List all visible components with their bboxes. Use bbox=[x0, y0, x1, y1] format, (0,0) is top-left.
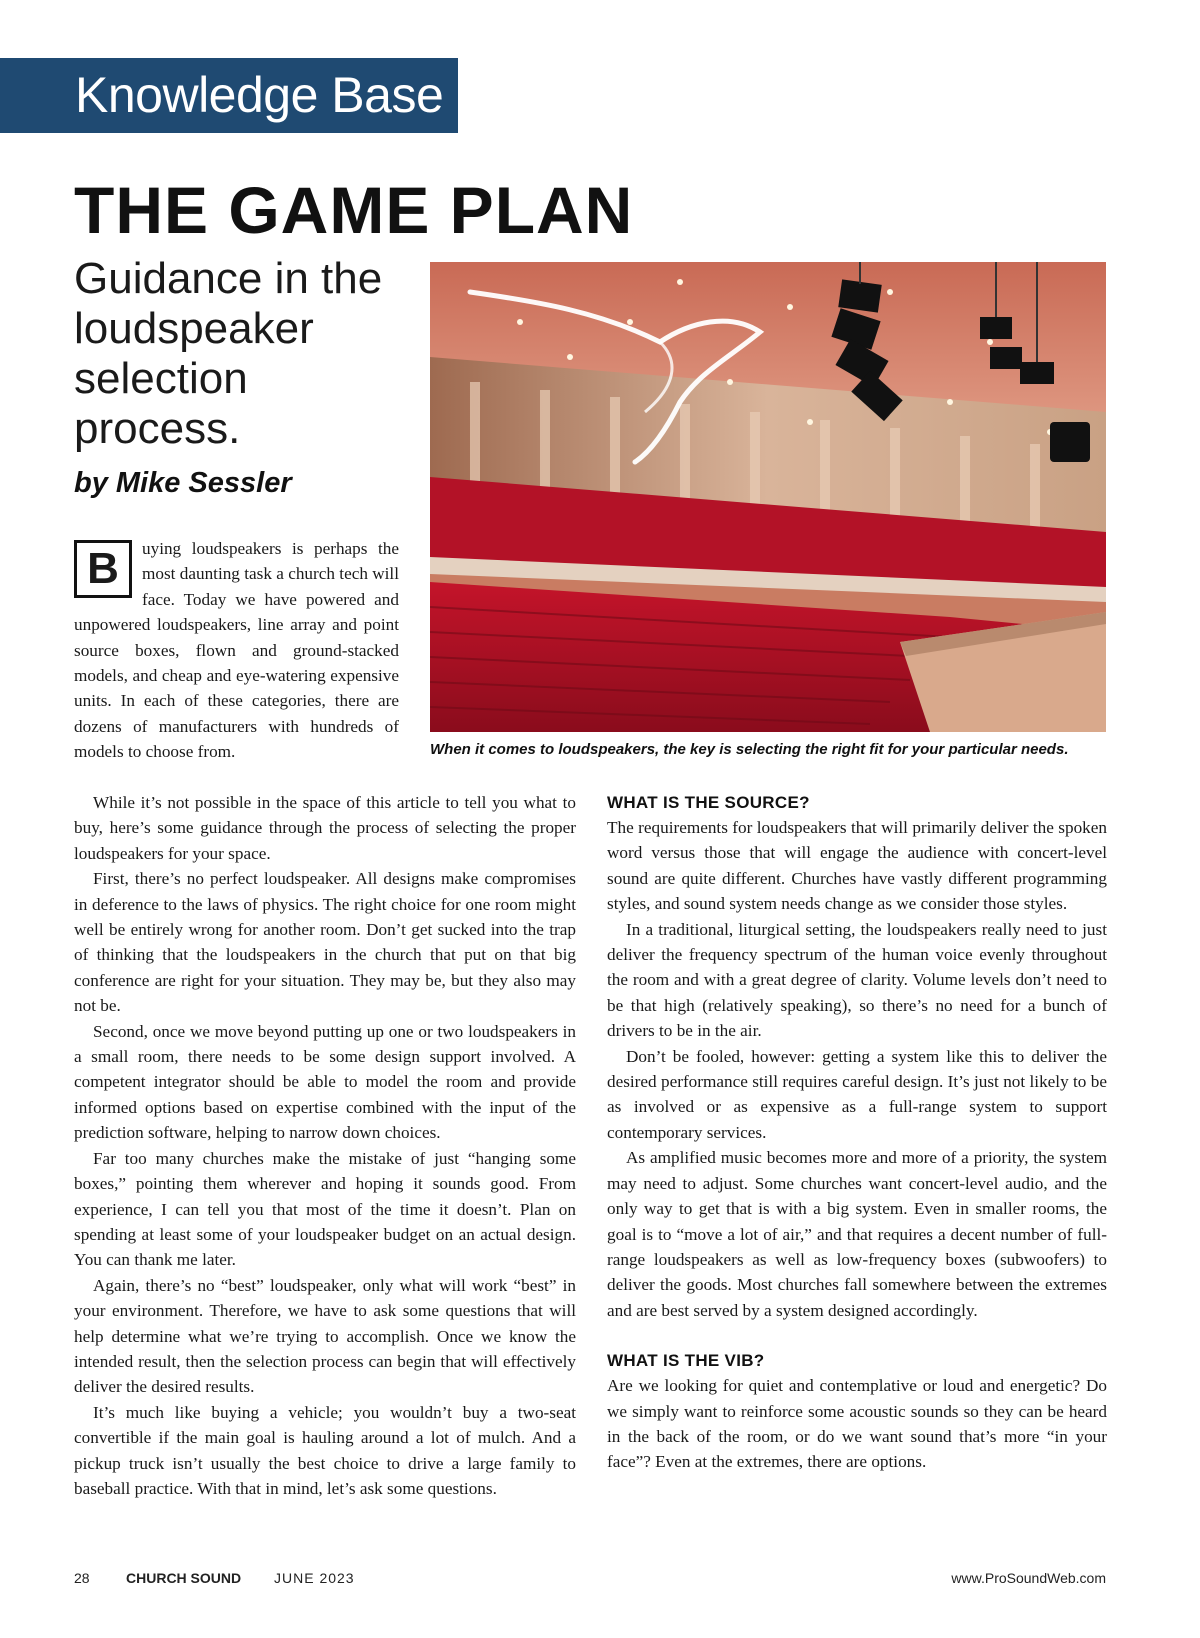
deck: Guidance in the loudspeaker selection process. bbox=[74, 254, 383, 453]
auditorium-photo bbox=[430, 262, 1106, 732]
body-paragraph: While it’s not possible in the space of this article to tell you what to buy, here’s some guidance through the process of selecting the proper loudspeakers for your space. bbox=[74, 793, 576, 863]
lead-paragraph: uying loudspeakers is perhaps the most daunting task a church tech will face. Today we have powered and unpowered loudspeakers, line array and point source boxes, flown and ground-stacked models, and cheap and eye-watering expensive units. In each of these categories, there are dozens of manufacturers with hundreds of models to choose from. bbox=[74, 539, 399, 762]
drop-cap: B bbox=[74, 540, 132, 598]
body-paragraph: Second, once we move beyond putting up one or two loudspeakers in a small room, there needs to be some design support involved. A competent integrator should be able to model the room and provide informed options based on expertise combined with the input of the prediction software, helping to narrow down choices. bbox=[74, 1021, 576, 1143]
byline: by Mike Sessler bbox=[74, 467, 292, 499]
body-paragraph: Don’t be fooled, however: getting a system like this to deliver the desired performance still requires careful design. It’s just not likely to be as involved or as expensive as a full-range system to support contemporary services. bbox=[607, 1046, 1107, 1142]
body-paragraph: First, there’s no perfect loudspeaker. All designs make compromises in deference to the laws of physics. The right choice for one room might well be entirely wrong for another room. Don’t get sucked into the trap of thinking that the loudspeakers in the church that put on that big conference are right for your situation. They may be, but they also may not be. bbox=[74, 869, 576, 1016]
subhead-vib: WHAT IS THE VIB? bbox=[607, 1351, 765, 1371]
body-paragraph: Far too many churches make the mistake of just “hanging some boxes,” pointing them wherever and hoping it sounds good. From experience, I can tell you that most of the time it doesn’t. Plan on spending at least some of your loudspeaker budget on an actual design. You can thank me later. bbox=[74, 1148, 576, 1270]
photo-caption: When it comes to loudspeakers, the key is selecting the right fit for your particular needs. bbox=[430, 741, 1069, 758]
section-banner: Knowledge Base bbox=[0, 58, 458, 133]
article-lead bbox=[74, 536, 399, 765]
page-footer bbox=[74, 1570, 1106, 1594]
auditorium-illustration bbox=[430, 262, 1106, 732]
subhead-source: WHAT IS THE SOURCE? bbox=[607, 793, 810, 812]
body-paragraph: The requirements for loudspeakers that will primarily deliver the spoken word versus those that will engage the audience with concert-level sound are quite different. Churches have vastly different programming styles, and sound system needs change as we consider those styles. bbox=[607, 818, 1107, 914]
body-paragraph: It’s much like buying a vehicle; you wouldn’t buy a two-seat convertible if the main goal is hauling around a lot of mulch. And a pickup truck isn’t usually the best choice to drive a large family to baseball practice. With that in mind, let’s ask some questions. bbox=[74, 1402, 576, 1498]
body-paragraph: Are we looking for quiet and contemplative or loud and energetic? Do we simply want to reinforce some acoustic sounds so they can be heard in the back of the room, or do we want sound that’s more “in your face”? Even at the extremes, there are options. bbox=[607, 1376, 1107, 1472]
body-paragraph: In a traditional, liturgical setting, the loudspeakers really need to just deliver the frequency spectrum of the human voice evenly throughout the room and with a great degree of clarity. Volume levels don’t need to be that high (relatively speaking), so there’s no need for a bunch of drivers to be in the air. bbox=[607, 919, 1107, 1041]
magazine-name: CHURCH SOUND bbox=[126, 1570, 242, 1586]
body-paragraph: Again, there’s no “best” loudspeaker, only what will work “best” in your environment. Therefore, we have to ask some questions that will help determine what we’re trying to accomplish. Once we know the intended result, then the selection process can begin that will effectively deliver the desired results. bbox=[74, 1275, 576, 1397]
article-column-2 bbox=[607, 790, 1107, 1475]
website-url: www.ProSoundWeb.com bbox=[951, 1570, 1106, 1586]
body-paragraph: As amplified music becomes more and more of a priority, the system may need to adjust. Some churches want concert-level audio, and the only way to get that is with a big system. Even in smaller rooms, the goal is to “move a lot of air,” and that requires a decent number of full-range loudspeakers as well as low-frequency boxes (subwoofers) to deliver the goods. Most churches fall somewhere between the extremes and are best served by a system designed accordingly. bbox=[607, 1148, 1107, 1320]
headline: THE GAME PLAN bbox=[74, 173, 634, 247]
issue-date: JUNE 2023 bbox=[274, 1570, 355, 1586]
article-column-1 bbox=[74, 790, 576, 1501]
page-number: 28 bbox=[74, 1570, 90, 1586]
